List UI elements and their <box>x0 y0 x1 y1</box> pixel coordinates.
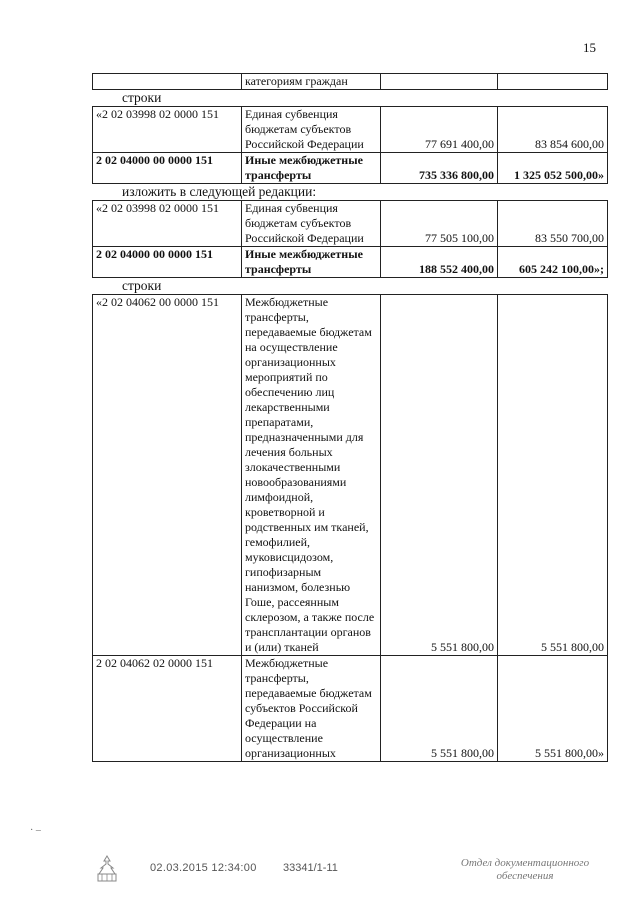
section-label-new-edition: изложить в следующей редакции: <box>122 184 317 199</box>
page-number: 15 <box>583 40 596 55</box>
cell-amount-1: 735 336 800,00 <box>381 153 498 184</box>
cell-name: категориям граждан <box>242 74 381 90</box>
cell-code <box>93 74 242 90</box>
cell-code: «2 02 04062 00 0000 151 <box>93 295 242 656</box>
cell-amount-2: 5 551 800,00 <box>498 295 608 656</box>
table-row <box>93 247 608 278</box>
cell-name: Межбюджетные трансферты, передаваемые бюджетам субъектов Российской Федерации на осуществление организационных <box>242 656 381 762</box>
cell-amount-1: 5 551 800,00 <box>381 656 498 762</box>
emblem-icon <box>94 854 120 884</box>
footer-department <box>450 857 600 883</box>
table-transfers <box>92 294 608 762</box>
cell-code: «2 02 03998 02 0000 151 <box>93 201 242 247</box>
cell-amount-1 <box>381 74 498 90</box>
cell-name: Иные межбюджетные трансферты <box>242 153 381 184</box>
cell-code: 2 02 04000 00 0000 151 <box>93 247 242 278</box>
table-new-version <box>92 200 608 278</box>
table-top <box>92 73 608 90</box>
table-row <box>93 295 608 656</box>
cell-code: «2 02 03998 02 0000 151 <box>93 107 242 153</box>
section-label-rows: строки <box>122 90 162 105</box>
table-row <box>93 656 608 762</box>
footer-department-line: Отдел документационного <box>460 857 590 869</box>
section-label-rows: строки <box>122 278 162 293</box>
footer-department-line: обеспечения <box>496 870 554 882</box>
table-row <box>93 74 608 90</box>
footer-timestamp: 02.03.2015 12:34:00 <box>150 862 257 874</box>
cell-amount-1: 77 505 100,00 <box>381 201 498 247</box>
cell-amount-2: 83 550 700,00 <box>498 201 608 247</box>
margin-mark: · – <box>30 825 41 836</box>
document-body <box>92 73 608 762</box>
table-old-version <box>92 106 608 184</box>
cell-amount-2: 605 242 100,00»; <box>498 247 608 278</box>
cell-amount-2: 83 854 600,00 <box>498 107 608 153</box>
cell-name: Межбюджетные трансферты, передаваемые бюджетам на осуществление организационных мероприятий по обеспечению лиц лекарственными препаратами, предназначенными для лечения больных злокачественными новообразованиями лимфоидной, кроветворной и родственных им тканей, гемофилией, муковисцидозом, гипофизарным нанизмом, болезнью Гоше, рассеянным склерозом, а также после трансплантации органов и (или) тканей <box>242 295 381 656</box>
cell-amount-2: 1 325 052 500,00» <box>498 153 608 184</box>
cell-name: Единая субвенция бюджетам субъектов Российской Федерации <box>242 107 381 153</box>
cell-name: Единая субвенция бюджетам субъектов Российской Федерации <box>242 201 381 247</box>
cell-amount-2: 5 551 800,00» <box>498 656 608 762</box>
table-row <box>93 107 608 153</box>
footer-document-code: 33341/1-11 <box>283 862 338 874</box>
cell-name: Иные межбюджетные трансферты <box>242 247 381 278</box>
table-row <box>93 153 608 184</box>
cell-amount-1: 5 551 800,00 <box>381 295 498 656</box>
cell-code: 2 02 04000 00 0000 151 <box>93 153 242 184</box>
table-row <box>93 201 608 247</box>
cell-code: 2 02 04062 02 0000 151 <box>93 656 242 762</box>
cell-amount-1: 188 552 400,00 <box>381 247 498 278</box>
cell-amount-2 <box>498 74 608 90</box>
cell-amount-1: 77 691 400,00 <box>381 107 498 153</box>
